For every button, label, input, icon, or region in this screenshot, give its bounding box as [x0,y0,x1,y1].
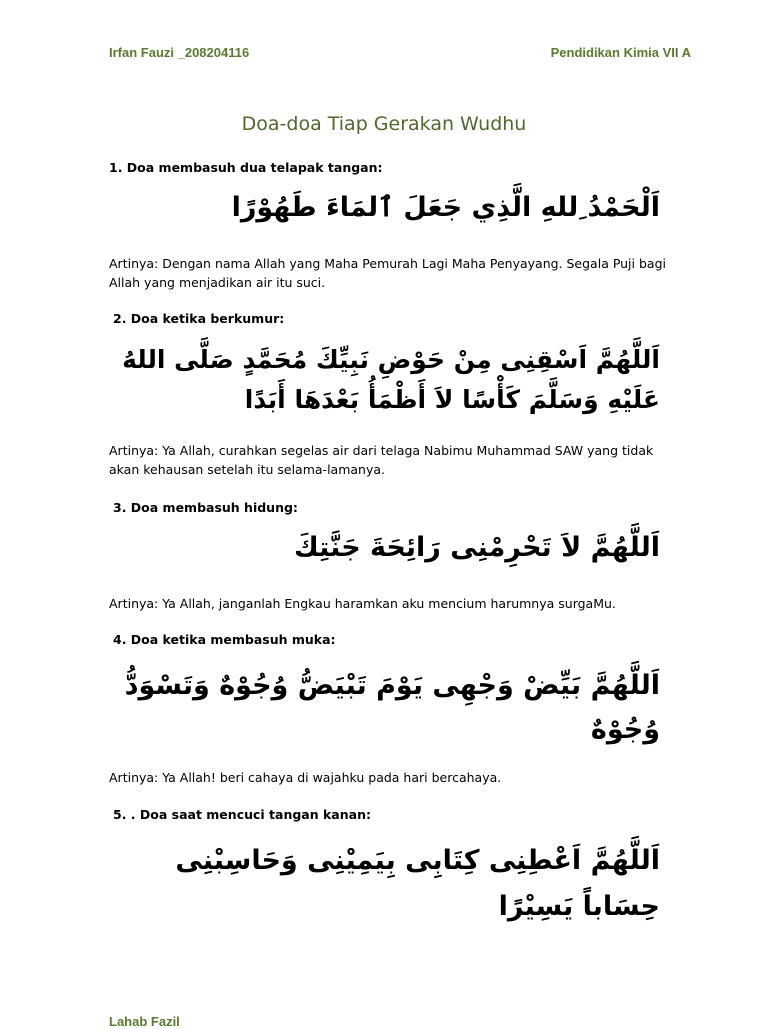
section-3-meaning: Artinya: Ya Allah, janganlah Engkau haramkan aku mencium harumnya surgaMu. [109,596,616,611]
section-1-heading: 1. Doa membasuh dua telapak tangan: [109,160,383,175]
section-1-meaning: Artinya: Dengan nama Allah yang Maha Pemurah Lagi Maha Penyayang. Segala Puji bagi Allah yang menjadikan air itu suci. [109,256,666,290]
page-title: Doa-doa Tiap Gerakan Wudhu [241,113,527,135]
header-author: Irfan Fauzi _208204116 [109,45,250,60]
section-5-arabic: اَللَّهُمَّ اَعْطِنِى كِتَابِى بِيَمِيْنِى وَحَاسِبْنِى حِسَاباً يَسِيْرًا [175,845,660,922]
section-3-heading: 3. Doa membasuh hidung: [113,500,298,515]
section-4-meaning: Artinya: Ya Allah! beri cahaya di wajahku pada hari bercahaya. [109,770,502,785]
section-4-heading: 4. Doa ketika membasuh muka: [113,632,336,647]
section-2-arabic: اَللَّهُمَّ اَسْقِنِى مِنْ حَوْضِ نَبِيِّكَ مُحَمَّدٍ صَلَّى اللهُ عَلَيْهِ وَسَلَّمَ كَأْسًا لاَ أَظْمَأُ بَعْدَهَا أَبَدًا [122,345,660,414]
section-4-arabic: اَللَّهُمَّ بَيِّضْ وَجْهِى يَوْمَ تَبْيَضُّ وُجُوْهٌ وَتَسْوَدُّ وُجُوْهٌ [124,670,660,745]
section-5-heading: 5. . Doa saat mencuci tangan kanan: [113,807,371,822]
footer-partial-text: Lahab Fazil [109,1014,180,1029]
header-course: Pendidikan Kimia VII A [550,45,691,60]
section-2-heading: 2. Doa ketika berkumur: [113,311,285,326]
section-1-arabic: اَلْحَمْدُ ِللهِ الَّذِي جَعَلَ ٱلمَاءَ طَهُوْرًا [231,192,660,223]
section-2-meaning: Artinya: Ya Allah, curahkan segelas air dari telaga Nabimu Muhammad SAW yang tidak akan kehausan setelah itu selama-lamanya. [109,443,654,477]
section-3-arabic: اَللَّهُمَّ لاَ تَحْرِمْنِى رَائِحَةَ جَنَّتِكَ [294,532,660,563]
